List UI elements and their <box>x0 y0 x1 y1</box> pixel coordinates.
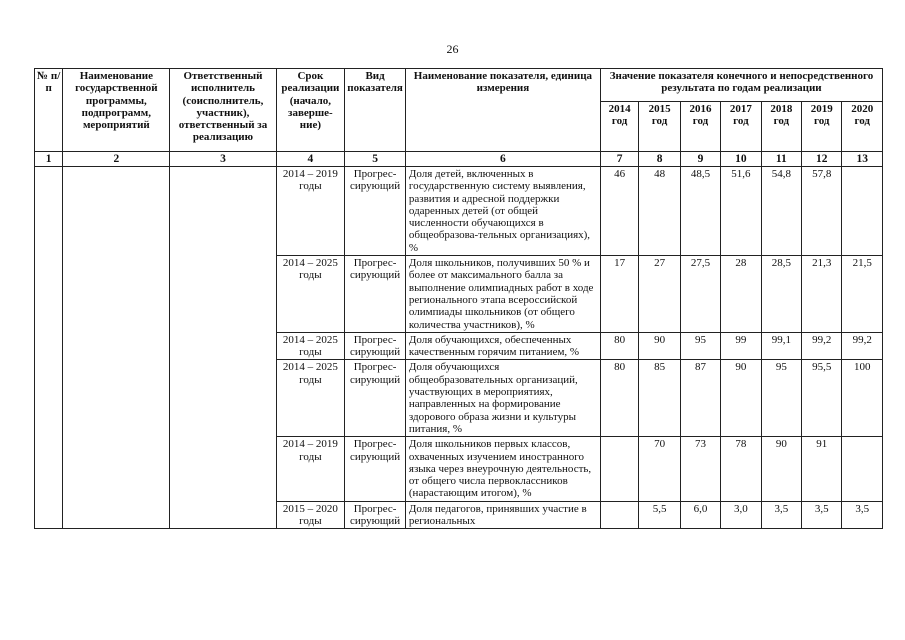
column-number: 10 <box>721 152 761 167</box>
header-year: 2018 год <box>761 102 801 152</box>
header-program: Наименование государственной программы, подпрограмм, мероприятий <box>63 69 170 152</box>
cell-indicator: Доля обучающихся общеобразовательных организаций, участвующих в мероприятиях, направленных на формирование здорового образа жизни и культуры питания, % <box>405 360 600 437</box>
cell-period: 2014 – 2025 годы <box>276 360 345 437</box>
cell-value: 46 <box>600 167 638 256</box>
cell-value: 100 <box>842 360 883 437</box>
cell-value: 3,5 <box>842 501 883 529</box>
cell-indicator: Доля педагогов, принявших участие в региональных <box>405 501 600 529</box>
cell-value: 90 <box>721 360 761 437</box>
column-number: 13 <box>842 152 883 167</box>
cell-value: 3,5 <box>802 501 842 529</box>
cell-value: 99,1 <box>761 332 801 360</box>
cell-period: 2014 – 2025 годы <box>276 256 345 333</box>
cell-value: 3,5 <box>761 501 801 529</box>
cell-value: 48,5 <box>680 167 720 256</box>
cell-value: 3,0 <box>721 501 761 529</box>
column-number: 4 <box>276 152 345 167</box>
cell-value: 6,0 <box>680 501 720 529</box>
header-type: Вид показателя <box>345 69 406 152</box>
cell-value: 99 <box>721 332 761 360</box>
cell-value: 27,5 <box>680 256 720 333</box>
header-row <box>35 69 883 102</box>
cell-period: 2014 – 2019 годы <box>276 437 345 501</box>
cell-value: 80 <box>600 360 638 437</box>
page-number: 26 <box>446 42 459 56</box>
column-numbers-row <box>35 152 883 167</box>
cell-value: 87 <box>680 360 720 437</box>
cell-value: 17 <box>600 256 638 333</box>
column-number: 11 <box>761 152 801 167</box>
cell-type: Прогрес-сирующий <box>345 256 406 333</box>
column-number: 12 <box>802 152 842 167</box>
cell-type: Прогрес-сирующий <box>345 167 406 256</box>
cell-value: 91 <box>802 437 842 501</box>
cell-value <box>842 437 883 501</box>
cell-value: 95 <box>680 332 720 360</box>
column-number: 2 <box>63 152 170 167</box>
column-number: 3 <box>170 152 276 167</box>
cell-value: 21,3 <box>802 256 842 333</box>
column-number: 6 <box>405 152 600 167</box>
column-number: 7 <box>600 152 638 167</box>
cell-value: 78 <box>721 437 761 501</box>
cell-value: 28 <box>721 256 761 333</box>
table-row <box>35 167 883 256</box>
cell-period: 2014 – 2025 годы <box>276 332 345 360</box>
cell-indicator: Доля школьников первых классов, охваченных изучением иностранного языка через внеурочную деятельность, от общего числа первоклассников (нарастающим итогом), % <box>405 437 600 501</box>
cell-value: 80 <box>600 332 638 360</box>
cell-indicator: Доля обучающихся, обеспеченных качественным горячим питанием, % <box>405 332 600 360</box>
cell-value: 27 <box>639 256 680 333</box>
cell-value: 95,5 <box>802 360 842 437</box>
cell-period: 2015 – 2020 годы <box>276 501 345 529</box>
cell-period: 2014 – 2019 годы <box>276 167 345 256</box>
column-number: 9 <box>680 152 720 167</box>
cell-value: 99,2 <box>842 332 883 360</box>
cell-value: 85 <box>639 360 680 437</box>
cell-executor-empty <box>170 167 276 529</box>
cell-value: 48 <box>639 167 680 256</box>
cell-value: 95 <box>761 360 801 437</box>
cell-value <box>600 437 638 501</box>
header-values-group: Значение показателя конечного и непосредственного результата по годам реализации <box>600 69 882 102</box>
header-year: 2019 год <box>802 102 842 152</box>
cell-indicator: Доля школьников, получивших 50 % и более от максимального балла за выполнение олимпиадных работ в ходе регионального этапа всероссийской олимпиады школьников (от общего количества участников), % <box>405 256 600 333</box>
header-year: 2020 год <box>842 102 883 152</box>
header-indicator: Наименование показателя, единица измерения <box>405 69 600 152</box>
cell-value: 5,5 <box>639 501 680 529</box>
header-year: 2014 год <box>600 102 638 152</box>
cell-type: Прогрес-сирующий <box>345 332 406 360</box>
cell-value: 28,5 <box>761 256 801 333</box>
cell-program-empty <box>63 167 170 529</box>
cell-type: Прогрес-сирующий <box>345 360 406 437</box>
cell-value <box>842 167 883 256</box>
cell-value: 90 <box>761 437 801 501</box>
cell-type: Прогрес-сирующий <box>345 501 406 529</box>
header-executor: Ответственный исполнитель (соисполнитель, участник), ответственный за реализацию <box>170 69 276 152</box>
header-year: 2016 год <box>680 102 720 152</box>
cell-type: Прогрес-сирующий <box>345 437 406 501</box>
header-period: Срок реализации (начало, заверше-ние) <box>276 69 345 152</box>
cell-indicator: Доля детей, включенных в государственную систему выявления, развития и адресной поддержки одаренных детей (от общей численности обучающихся в общеобразова-тельных организациях), % <box>405 167 600 256</box>
cell-value: 70 <box>639 437 680 501</box>
cell-value: 21,5 <box>842 256 883 333</box>
column-number: 5 <box>345 152 406 167</box>
cell-value: 90 <box>639 332 680 360</box>
cell-value: 54,8 <box>761 167 801 256</box>
cell-value <box>600 501 638 529</box>
cell-value: 99,2 <box>802 332 842 360</box>
cell-value: 51,6 <box>721 167 761 256</box>
cell-number-empty <box>35 167 63 529</box>
column-number: 1 <box>35 152 63 167</box>
indicators-table <box>34 68 883 529</box>
header-year: 2015 год <box>639 102 680 152</box>
cell-value: 73 <box>680 437 720 501</box>
header-year: 2017 год <box>721 102 761 152</box>
column-number: 8 <box>639 152 680 167</box>
cell-value: 57,8 <box>802 167 842 256</box>
header-number: № п/п <box>35 69 63 152</box>
